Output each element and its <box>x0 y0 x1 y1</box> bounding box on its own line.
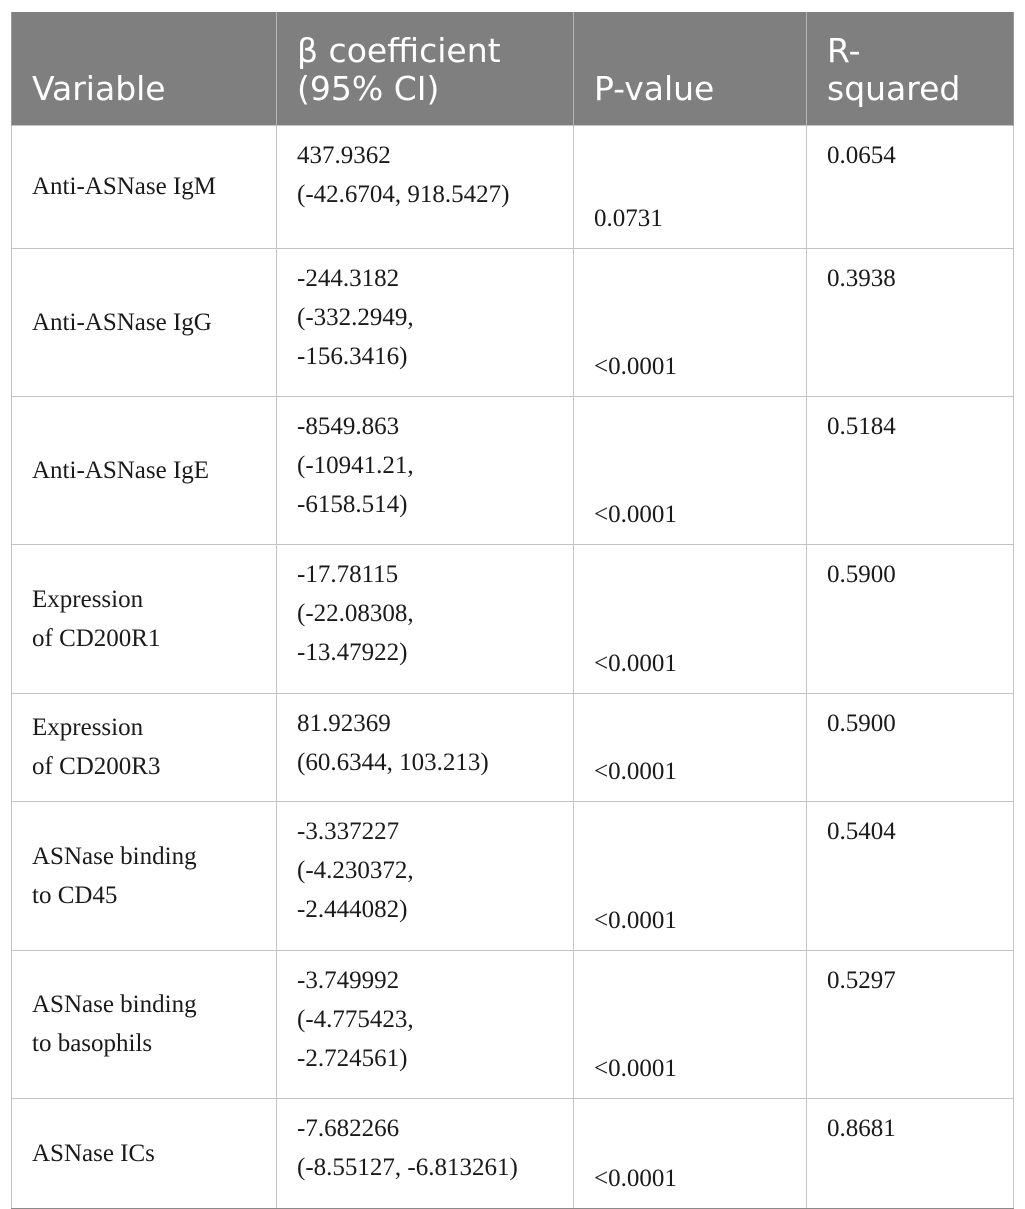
beta-cell <box>277 396 574 544</box>
variable-line: of CD200R1 <box>32 624 161 652</box>
header-r-squared: R-squared <box>807 12 1014 125</box>
r-squared-cell: 0.5900 <box>807 693 1014 801</box>
variable-cell <box>12 801 277 950</box>
p-value-cell: <0.0001 <box>574 693 807 801</box>
beta-ci-lower: (-22.08308, <box>297 599 414 627</box>
beta-cell <box>277 801 574 950</box>
variable-line: Expression <box>32 714 144 741</box>
beta-cell <box>277 248 574 396</box>
r-squared-cell: 0.3938 <box>807 248 1014 396</box>
beta-ci-upper: -2.724561) <box>297 1044 408 1072</box>
variable-line: ASNase binding <box>32 842 197 870</box>
beta-ci-upper: -2.444082) <box>297 895 408 923</box>
variable-cell <box>12 248 277 396</box>
beta-ci-upper: -6158.514) <box>297 490 408 518</box>
table-row <box>12 125 1014 248</box>
table-body <box>12 125 1014 1208</box>
p-value-cell: <0.0001 <box>574 950 807 1098</box>
regression-table <box>11 12 1014 1209</box>
beta-ci-lower: (-10941.21, <box>297 451 414 479</box>
variable-cell <box>12 396 277 544</box>
beta-ci-upper: -13.47922) <box>297 638 408 666</box>
table-row <box>12 544 1014 693</box>
variable-line: of CD200R3 <box>32 753 161 780</box>
beta-estimate: -3.749992 <box>297 966 400 994</box>
variable-cell <box>12 950 277 1098</box>
beta-estimate: -244.3182 <box>297 264 400 292</box>
variable-line: Expression <box>32 585 144 613</box>
p-value-cell: 0.0731 <box>574 125 807 248</box>
r-squared-cell: 0.5900 <box>807 544 1014 693</box>
beta-ci-lower: (-332.2949, <box>297 303 414 331</box>
r-squared-cell: 0.0654 <box>807 125 1014 248</box>
beta-estimate: -7.682266 <box>297 1114 400 1142</box>
beta-ci-lower: (-4.775423, <box>297 1005 414 1033</box>
header-p-value: P-value <box>574 12 807 125</box>
header-row <box>12 12 1014 125</box>
beta-ci: (60.6344, 103.213) <box>297 748 489 776</box>
p-value-cell: <0.0001 <box>574 544 807 693</box>
beta-cell <box>277 693 574 801</box>
table-row <box>12 396 1014 544</box>
beta-estimate: -3.337227 <box>297 817 400 845</box>
r-squared-cell: 0.8681 <box>807 1098 1014 1208</box>
header-variable: Variable <box>12 12 277 125</box>
header-beta-coefficient: β coefficient (95% CI) <box>277 12 574 125</box>
variable-line: to basophils <box>32 1030 153 1057</box>
beta-ci: (-8.55127, -6.813261) <box>297 1153 518 1181</box>
beta-ci-upper: -156.3416) <box>297 342 408 370</box>
beta-cell <box>277 1098 574 1208</box>
r-squared-cell: 0.5404 <box>807 801 1014 950</box>
table-row <box>12 950 1014 1098</box>
table-row <box>12 248 1014 396</box>
table-row <box>12 801 1014 950</box>
variable-line: Anti-ASNase IgE <box>32 456 210 484</box>
beta-cell <box>277 544 574 693</box>
r-squared-cell: 0.5184 <box>807 396 1014 544</box>
beta-cell <box>277 950 574 1098</box>
table-row <box>12 1098 1014 1208</box>
beta-estimate: -8549.863 <box>297 412 400 440</box>
beta-ci: (-42.6704, 918.5427) <box>297 180 510 208</box>
variable-line: ASNase binding <box>32 991 197 1018</box>
p-value-cell: <0.0001 <box>574 1098 807 1208</box>
beta-cell <box>277 125 574 248</box>
table-row <box>12 693 1014 801</box>
variable-line: to CD45 <box>32 881 118 909</box>
variable-cell <box>12 125 277 248</box>
beta-ci-lower: (-4.230372, <box>297 856 414 884</box>
beta-estimate: 81.92369 <box>297 709 391 737</box>
variable-line: Anti-ASNase IgM <box>32 173 217 200</box>
p-value-cell: <0.0001 <box>574 248 807 396</box>
p-value-cell: <0.0001 <box>574 801 807 950</box>
variable-cell <box>12 544 277 693</box>
variable-line: Anti-ASNase IgG <box>32 308 212 336</box>
variable-cell <box>12 693 277 801</box>
p-value-cell: <0.0001 <box>574 396 807 544</box>
variable-cell <box>12 1098 277 1208</box>
variable-line: ASNase ICs <box>32 1139 155 1167</box>
beta-estimate: 437.9362 <box>297 141 391 169</box>
beta-estimate: -17.78115 <box>297 560 399 588</box>
table-header <box>12 12 1014 125</box>
r-squared-cell: 0.5297 <box>807 950 1014 1098</box>
